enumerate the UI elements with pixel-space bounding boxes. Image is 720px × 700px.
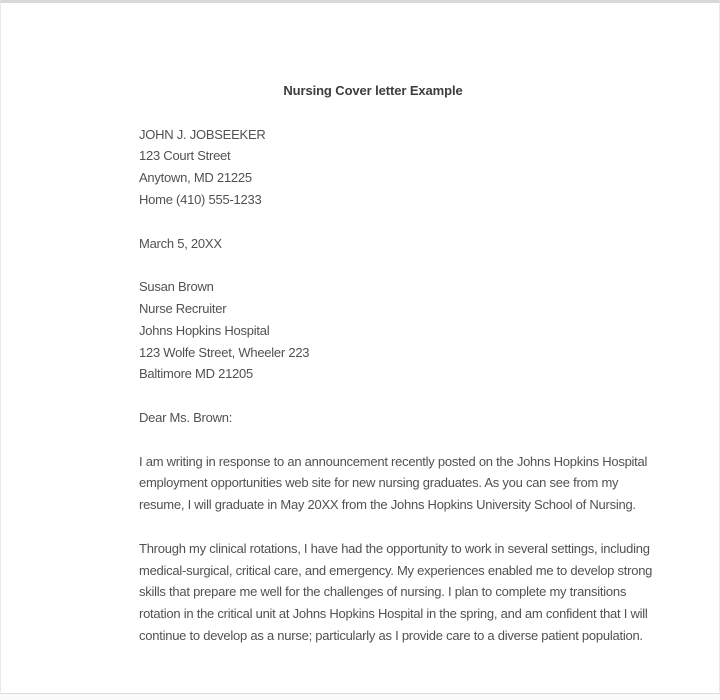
text-line: skills that prepare me well for the challenges of nursing. I plan to complete my transitions bbox=[139, 584, 627, 600]
text-line: continue to develop as a nurse; particularly as I provide care to a diverse patient population. bbox=[139, 627, 643, 643]
text-line: rotation in the critical unit at Johns Hopkins Hospital in the spring, and am confident that I will bbox=[139, 606, 648, 622]
recipient-address bbox=[139, 276, 607, 385]
text-line: 123 Court Street bbox=[139, 148, 231, 164]
letter-date: March 5, 20XX bbox=[139, 235, 222, 251]
body-paragraph-1 bbox=[139, 451, 648, 516]
text-line: Johns Hopkins Hospital bbox=[139, 322, 270, 338]
text-line: resume, I will graduate in May 20XX from the Johns Hopkins University School of Nursing. bbox=[139, 497, 636, 513]
body-paragraph-2 bbox=[139, 538, 653, 647]
text-line: JOHN J. JOBSEEKER bbox=[139, 126, 266, 142]
text-line: Baltimore MD 21205 bbox=[139, 366, 253, 382]
document-title: Nursing Cover letter Example bbox=[283, 83, 463, 98]
text-line: Through my clinical rotations, I have had the opportunity to work in several settings, including bbox=[139, 540, 650, 556]
text-line: medical-surgical, critical care, and emergency. My experiences enabled me to develop strong bbox=[139, 562, 653, 578]
text-line: Anytown, MD 21225 bbox=[139, 170, 252, 186]
text-line: Nurse Recruiter bbox=[139, 300, 227, 316]
sender-address bbox=[139, 124, 607, 211]
text-line: employment opportunities web site for new nursing graduates. As you can see from my bbox=[139, 475, 619, 491]
salutation: Dear Ms. Brown: bbox=[139, 409, 233, 425]
letter-content bbox=[139, 80, 653, 647]
text-line: I am writing in response to an announcement recently posted on the Johns Hopkins Hospital bbox=[139, 453, 648, 469]
text-line: 123 Wolfe Street, Wheeler 223 bbox=[139, 344, 310, 360]
text-line: Home (410) 555-1233 bbox=[139, 191, 262, 207]
text-line: Susan Brown bbox=[139, 279, 214, 295]
